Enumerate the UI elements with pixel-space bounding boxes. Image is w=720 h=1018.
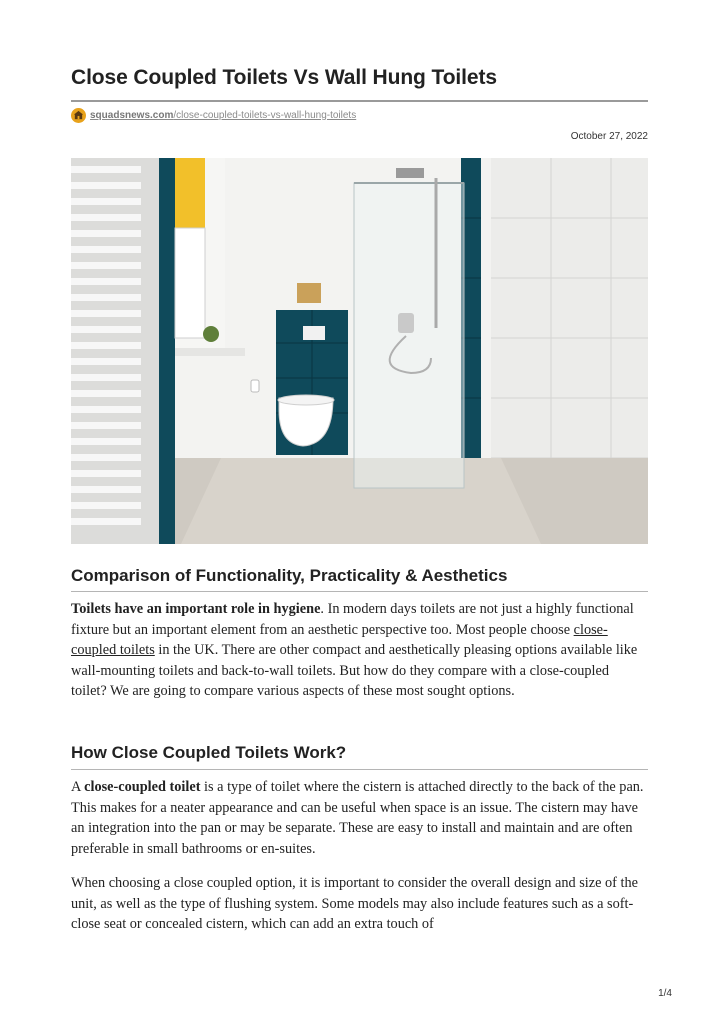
- section1-text-a: . In modern days toilets are not just a highly functional fixture but an important element from an aesthetic perspective too. Most people choose: [71, 601, 634, 638]
- section1-text-b: in the UK. There are other compact and aesthetically pleasing options available like wall-mounting toilets and back-to-wall toilets. But how do they compare with a close-coupled toilet? We are going to compare various aspects of these most sought options.: [71, 642, 638, 699]
- section2-divider: [71, 769, 648, 770]
- section2-paragraph-2: When choosing a close coupled option, it is important to consider the overall design and size of the unit, as well as the type of flushing system. Some models may also include features such as a soft-close seat or concealed cistern, which can add an extra touch of: [71, 875, 638, 932]
- section1-heading: Comparison of Functionality, Practicality & Aesthetics: [71, 566, 508, 585]
- section1-bold-lead: Toilets have an important role in hygiene: [71, 601, 321, 617]
- section1-paragraph: [71, 599, 648, 702]
- source-path: /close-coupled-toilets-vs-wall-hung-toilets: [173, 109, 357, 121]
- article-title: Close Coupled Toilets Vs Wall Hung Toilets: [71, 66, 497, 89]
- section2-text-pre: A: [71, 779, 85, 795]
- section2-paragraph-1: [71, 777, 648, 859]
- site-favicon-icon: [71, 108, 86, 123]
- close-coupled-toilets-link[interactable]: close-coupled toilets: [71, 621, 608, 658]
- section2-bold-term: close-coupled toilet: [84, 779, 201, 795]
- bathroom-hero-image: [71, 158, 648, 544]
- section2-heading: How Close Coupled Toilets Work?: [71, 743, 347, 762]
- source-domain: squadsnews.com: [90, 109, 174, 121]
- section1-divider: [71, 591, 648, 592]
- publish-date: October 27, 2022: [570, 131, 648, 142]
- source-line: [71, 106, 356, 124]
- source-link[interactable]: [90, 110, 356, 121]
- section2-text-post: is a type of toilet where the cistern is attached directly to the back of the pan. This makes for a neater appearance and can be useful when space is an issue. The cistern may have an integration into the pan or may be separate. These are easy to install and maintain and are often preferable in small bathrooms or en-suites.: [71, 779, 644, 857]
- page-number: 1/4: [658, 988, 672, 999]
- title-divider: [71, 100, 648, 102]
